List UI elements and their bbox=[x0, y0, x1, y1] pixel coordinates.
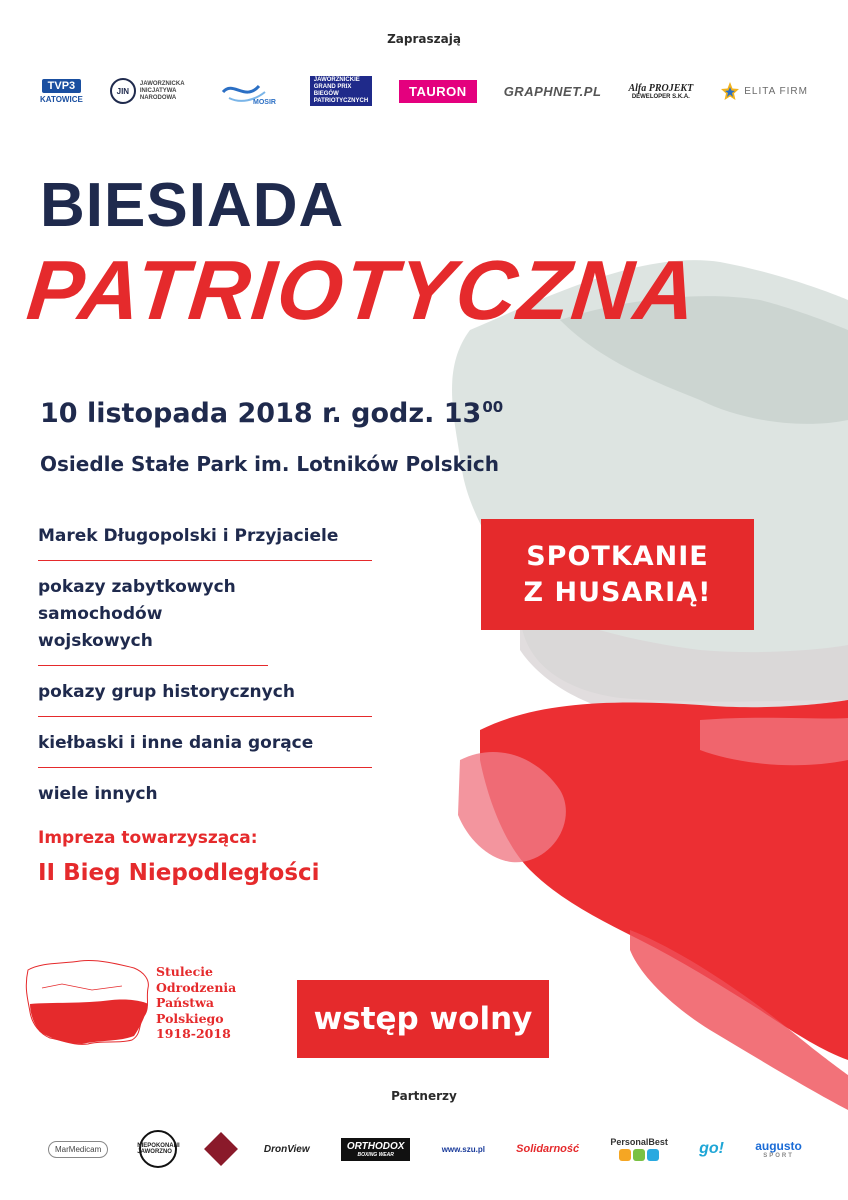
stulecie-line: Odrodzenia bbox=[156, 979, 237, 995]
dronview-logo: DronView bbox=[263, 1143, 310, 1155]
jin-logo-sub: JAWORZNICKA INICJATYWA NARODOWA bbox=[139, 80, 185, 101]
companion-event-label: Impreza towarzysząca: bbox=[38, 828, 258, 848]
program-item: kiełbaski i inne dania gorące bbox=[38, 727, 372, 768]
mosir-swoosh-icon bbox=[219, 74, 283, 108]
stulecie-line: Stulecie bbox=[156, 964, 213, 979]
stulecie-line: 1918-2018 bbox=[156, 1026, 231, 1041]
fitness-icon bbox=[619, 1149, 631, 1161]
program-item: wiele innych bbox=[38, 784, 158, 804]
event-venue: Osiedle Stałe Park im. Lotników Polskich bbox=[40, 452, 499, 476]
event-date bbox=[40, 398, 503, 429]
augusto-logo-sub: SPORT bbox=[763, 1153, 794, 1159]
partner-logos bbox=[48, 1124, 802, 1174]
title-patriotyczna: PATRIOTYCZNA bbox=[23, 243, 703, 337]
tauron-logo: TAURON bbox=[399, 80, 477, 103]
companion-event-title: II Bieg Niepodległości bbox=[38, 860, 320, 886]
personalbest-logo-text: PersonalBest bbox=[610, 1137, 668, 1147]
event-date-text: 10 listopada 2018 r. godz. 13 bbox=[40, 398, 482, 429]
alfa-projekt-logo bbox=[628, 83, 693, 100]
polska-race-diamond-icon bbox=[204, 1132, 238, 1166]
stulecie-text bbox=[156, 964, 236, 1042]
elita-firm-logo bbox=[720, 81, 808, 101]
star-icon bbox=[720, 81, 740, 101]
polska-race-logo bbox=[209, 1137, 233, 1161]
husaria-badge bbox=[481, 519, 754, 630]
event-time-minutes: 00 bbox=[482, 398, 504, 416]
stulecie-line: Polskiego bbox=[156, 1010, 224, 1026]
mosir-logo-text: MOSIR bbox=[252, 99, 276, 106]
orthodox-logo-sub: BOXING WEAR bbox=[357, 1151, 394, 1158]
free-entry-banner: wstęp wolny bbox=[297, 980, 549, 1058]
niepokonani-logo: NIEPOKONANI JAWORZNO bbox=[139, 1130, 177, 1168]
szu-logo: www.szu.pl bbox=[441, 1144, 485, 1154]
alfa-projekt-logo-text: Alfa PROJEKT bbox=[628, 82, 694, 94]
jin-logo bbox=[110, 78, 192, 104]
grand-prix-logo: JAWORZNICKIE GRAND PRIX BIEGÓW PATRIOTYCZNYCH bbox=[310, 76, 372, 106]
elita-firm-logo-text: ELITA FIRM bbox=[744, 85, 808, 97]
tvp3-logo-sub: KATOWICE bbox=[40, 94, 83, 104]
partners-label: Partnerzy bbox=[391, 1089, 457, 1103]
jin-logo-text: JIN bbox=[110, 78, 136, 104]
program-item: pokazy grup historycznych bbox=[38, 676, 372, 717]
program-item: pokazy zabytkowych samochodów wojskowych bbox=[38, 571, 268, 666]
invite-label: Zapraszają bbox=[387, 32, 461, 46]
stulecie-line: Państwa bbox=[156, 995, 214, 1010]
title-biesiada: BIESIADA bbox=[40, 171, 345, 240]
program-list bbox=[38, 520, 372, 828]
nutrition-icon bbox=[633, 1149, 645, 1161]
graphnet-logo: GRAPHNET.PL bbox=[503, 83, 602, 99]
orthodox-logo-text: ORTHODOX bbox=[346, 1140, 405, 1152]
sponsor-logos bbox=[40, 68, 808, 114]
husaria-badge-line2: Z HUSARIĄ! bbox=[523, 576, 712, 608]
tvp3-logo bbox=[40, 79, 83, 104]
go-logo: go! bbox=[699, 1140, 724, 1157]
program-item: Marek Długopolski i Przyjaciele bbox=[38, 520, 372, 561]
augusto-logo bbox=[755, 1139, 802, 1159]
alfa-projekt-logo-sub: DEWELOPER S.K.A. bbox=[631, 93, 690, 100]
tvp3-logo-text: TVP3 bbox=[42, 79, 82, 93]
running-icon bbox=[647, 1149, 659, 1161]
husaria-badge-line1: SPOTKANIE bbox=[526, 540, 709, 572]
personalbest-logo bbox=[610, 1137, 668, 1161]
mosir-logo bbox=[219, 74, 283, 108]
augusto-logo-text: augusto bbox=[755, 1139, 802, 1153]
orthodox-logo bbox=[341, 1138, 411, 1161]
personalbest-icons bbox=[619, 1149, 659, 1161]
solidarnosc-logo: Solidarność bbox=[516, 1143, 580, 1155]
marmedicam-logo: MarMedicam bbox=[48, 1141, 108, 1158]
stulecie-poland-map-icon bbox=[22, 958, 154, 1048]
